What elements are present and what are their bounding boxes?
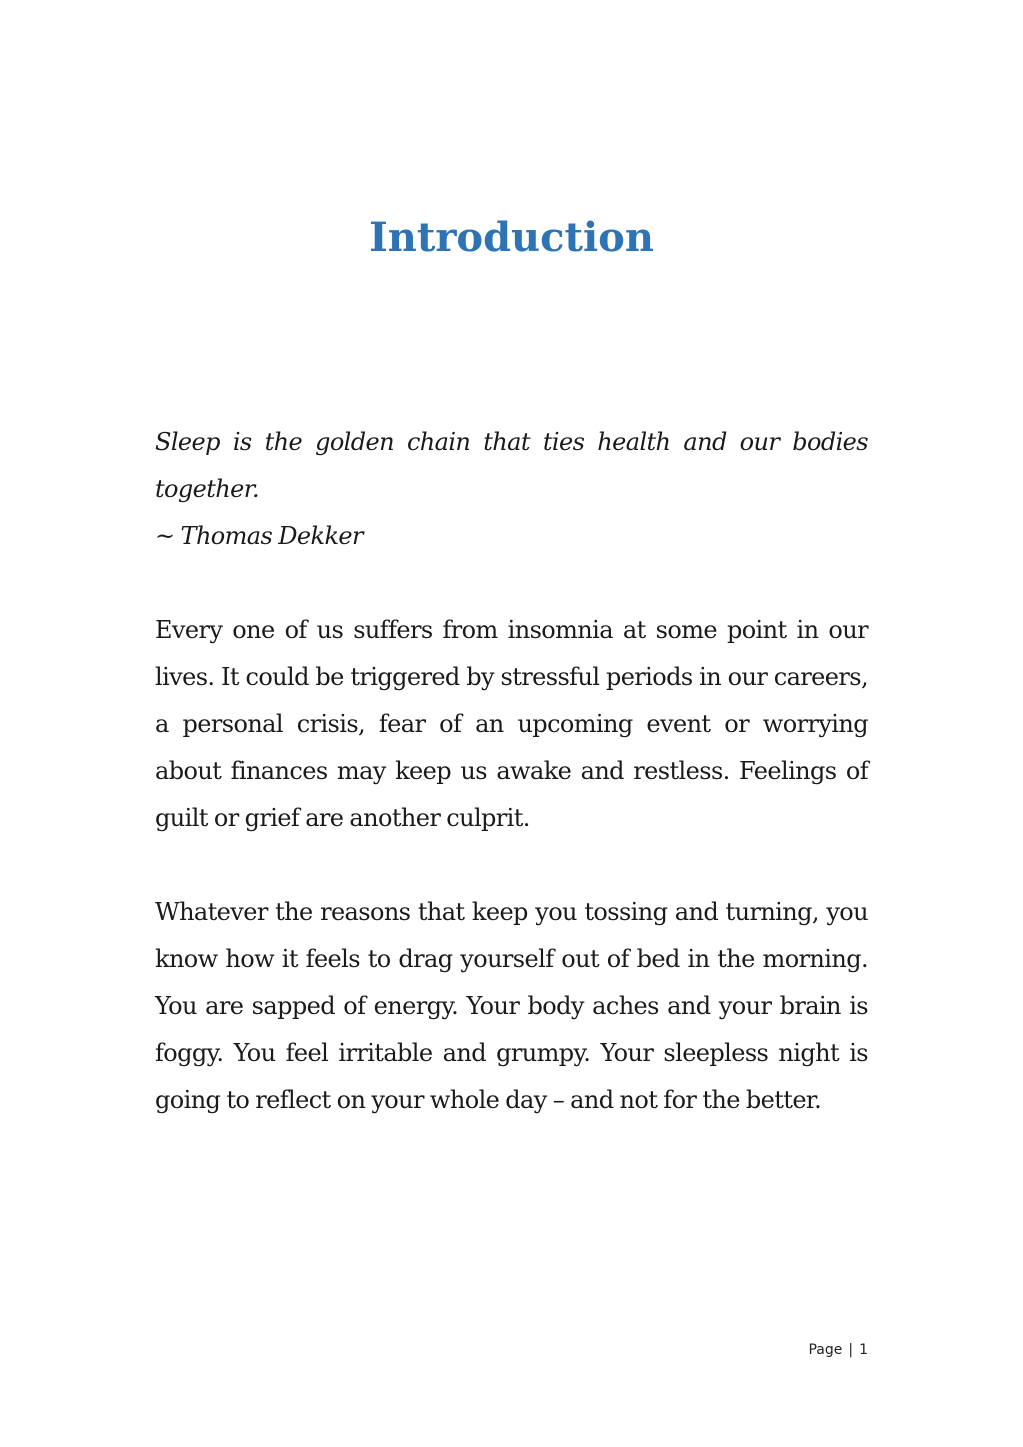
epigraph-quote: [155, 419, 868, 560]
page-footer: [808, 1338, 868, 1362]
quote-text: Sleep is the golden chain that ties health and our bodies together.: [155, 428, 868, 503]
quote-author: ~ Thomas Dekker: [155, 522, 363, 550]
paragraph-1: Every one of us suffers from insomnia at some point in our lives. It could be triggered by stressful periods in our careers, a personal crisis, fear of an upcoming event or worrying about finances may keep us awake and restless. Feelings of guilt or grief are another culprit.: [155, 616, 868, 832]
page-separator: |: [848, 1342, 854, 1358]
paragraph-2: Whatever the reasons that keep you tossing and turning, you know how it feels to drag yourself out of bed in the morning. You are sapped of energy. Your body aches and your brain is foggy. You feel irritable and grumpy. Your sleepless night is going to reflect on your whole day – and not for the better.: [155, 898, 868, 1114]
page-title: Introduction: [369, 214, 654, 261]
page-label: Page: [808, 1342, 843, 1358]
page-body: [155, 419, 868, 1124]
page-number: 1: [859, 1342, 868, 1358]
